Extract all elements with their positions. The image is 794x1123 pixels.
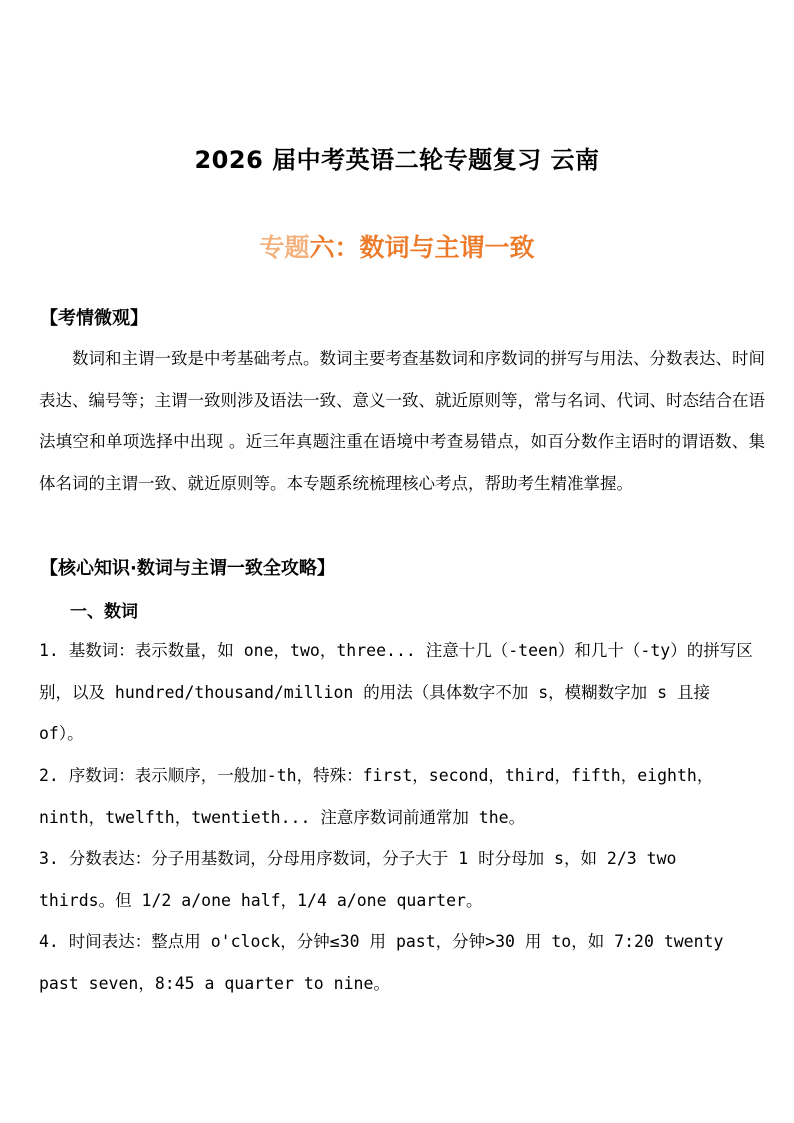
section-heading-core-knowledge: 【核心知识·数词与主谓一致全攻略】 [40,558,335,579]
subsection-heading-numerals: 一、数词 [70,602,138,622]
section-heading-overview: 【考情微观】 [40,308,148,329]
knowledge-item-3: 3. 分数表达：分子用基数词，分母用序数词，分子大于 1 时分母加 s，如 2/3 two thirds。但 1/2 a/one half，1/4 a/one quarter。 [39,849,677,910]
topic-subtitle [0,228,794,264]
document-title: 2026 届中考英语二轮专题复习 云南 [194,146,600,174]
subtitle-faded-part: 专题 [259,233,310,262]
knowledge-item-1: 1. 基数词：表示数量，如 one，two，three... 注意十几（-teen）和几十（-ty）的拼写区别，以及 hundred/thousand/million 的用法（具体数字不加 s，模糊数字加 s 且接 of）。 [39,641,753,744]
subtitle-main-part: 六：数词与主谓一致 [309,233,535,262]
knowledge-item-2: 2. 序数词：表示顺序，一般加-th，特殊：first，second，third，fifth，eighth，ninth，twelfth，twentieth... 注意序数词前通常加 the。 [39,766,714,827]
overview-paragraph: 数词和主谓一致是中考基础考点。数词主要考查基数词和序数词的拼写与用法、分数表达、时间表达、编号等；主谓一致则涉及语法一致、意义一致、就近原则等，常与名词、代词、时态结合在语法填空和单项选择中出现 。近三年真题注重在语境中考查易错点，如百分数作主语时的谓语数、集体名词的主谓一致、就近原则等。本专题系统梳理核心考点，帮助考生精准掌握。 [39,349,765,493]
knowledge-item-4: 4. 时间表达：整点用 o'clock，分钟≤30 用 past，分钟>30 用 to，如 7:20 twenty past seven，8:45 a quarter to nine。 [39,932,724,993]
